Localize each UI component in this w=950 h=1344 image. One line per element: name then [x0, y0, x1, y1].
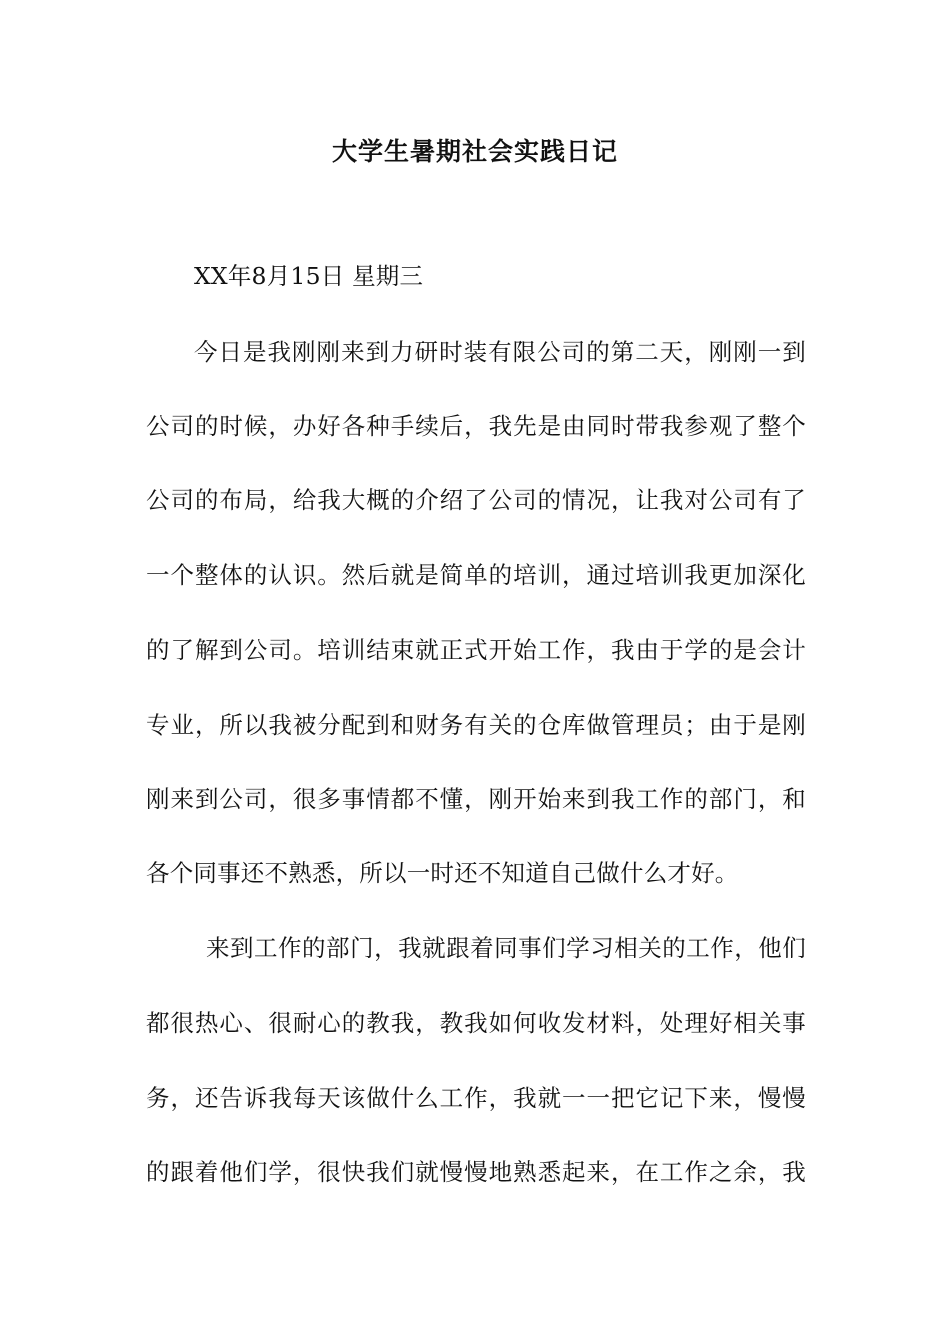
paragraph-line: 务，还告诉我每天该做什么工作，我就一一把它记下来，慢慢 [146, 1084, 806, 1112]
date-line: XX年8月15日 星期三 [194, 262, 424, 290]
paragraph-line: 公司的时候，办好各种手续后，我先是由同时带我参观了整个 [146, 412, 806, 440]
paragraph-line: 都很热心、很耐心的教我，教我如何收发材料，处理好相关事 [146, 1009, 806, 1037]
paragraph-line: 一个整体的认识。然后就是简单的培训，通过培训我更加深化 [146, 561, 806, 589]
paragraph-line: 公司的布局，给我大概的介绍了公司的情况，让我对公司有了 [146, 486, 806, 514]
paragraph-line: 刚来到公司，很多事情都不懂，刚开始来到我工作的部门，和 [146, 785, 806, 813]
document-title: 大学生暑期社会实践日记 [331, 137, 618, 166]
paragraph-line: 各个同事还不熟悉，所以一时还不知道自己做什么才好。 [146, 859, 739, 887]
paragraph-line: 来到工作的部门，我就跟着同事们学习相关的工作，他们 [206, 934, 806, 962]
paragraph-line: 的了解到公司。培训结束就正式开始工作，我由于学的是会计 [146, 636, 806, 664]
paragraph-line: 今日是我刚刚来到力研时装有限公司的第二天，刚刚一到 [194, 338, 806, 366]
paragraph-line: 的跟着他们学，很快我们就慢慢地熟悉起来，在工作之余，我 [146, 1158, 806, 1186]
paragraph-line: 专业，所以我被分配到和财务有关的仓库做管理员；由于是刚 [146, 711, 806, 739]
